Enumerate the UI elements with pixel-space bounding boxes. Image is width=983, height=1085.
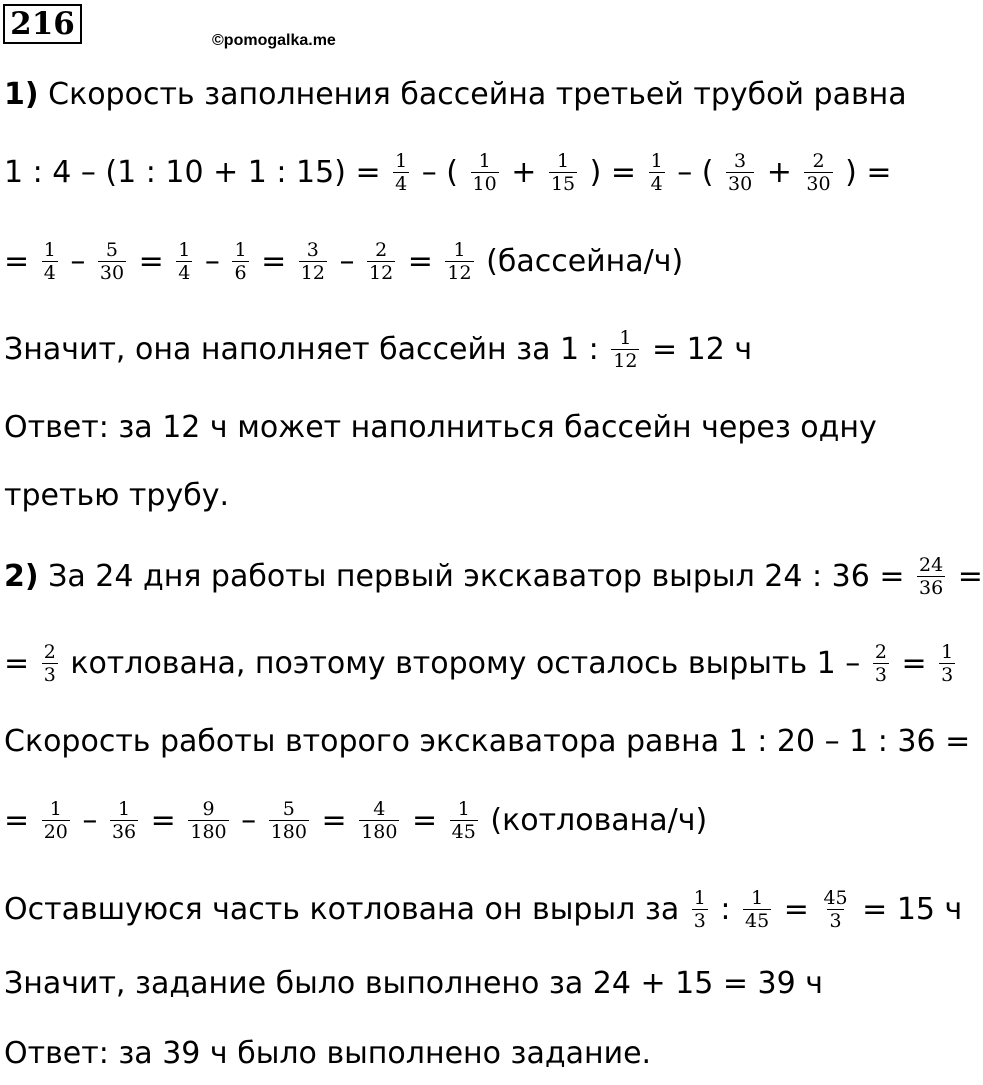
eq-text: котлована, поэтому второму осталось вырыть 1 – — [60, 645, 870, 681]
eq-text: = — [774, 891, 819, 927]
eq-text: : — [710, 891, 741, 927]
numerator: 5 — [105, 238, 118, 261]
fraction — [726, 150, 754, 195]
fraction — [450, 798, 478, 843]
eq-text: = — [402, 802, 447, 838]
eq-text: – — [72, 802, 107, 838]
denominator: 45 — [745, 909, 770, 932]
p2-number: 2) — [4, 558, 39, 594]
eq-text: = — [4, 645, 39, 681]
numerator: 1 — [395, 149, 408, 172]
denominator: 180 — [361, 820, 398, 843]
eq-text: + — [501, 154, 546, 190]
fraction — [98, 239, 126, 284]
denominator: 12 — [447, 261, 472, 284]
numerator: 3 — [306, 238, 319, 261]
eq-text: Оставшуюся часть котлована он вырыл за — [4, 891, 689, 927]
eq-text: 1 : 4 – (1 : 10 + 1 : 15) = — [4, 154, 391, 190]
p2-line-5 — [4, 877, 962, 941]
numerator: 1 — [43, 238, 56, 261]
eq-text: = 15 ч — [852, 891, 963, 927]
eq-text: + — [757, 154, 802, 190]
eq-text: = — [398, 243, 443, 279]
eq-text: = — [891, 645, 937, 681]
p1-title — [4, 62, 907, 126]
denominator: 180 — [270, 820, 307, 843]
fraction — [42, 641, 58, 686]
p1-answer-line-1 — [4, 395, 877, 459]
numerator: 2 — [812, 149, 825, 172]
eq-text: – — [329, 243, 365, 279]
eq-text: За 24 дня работы первый экскаватор вырыл 24 : 36 = — [38, 558, 915, 594]
numerator: 1 — [457, 797, 470, 820]
eq-text: – — [195, 243, 230, 279]
fraction — [359, 798, 399, 843]
denominator: 4 — [395, 172, 408, 195]
denominator: 10 — [472, 172, 497, 195]
denominator: 6 — [234, 261, 247, 284]
denominator: 30 — [728, 172, 753, 195]
numerator: 5 — [282, 797, 295, 820]
fraction — [821, 887, 849, 932]
eq-text: ) = — [580, 154, 646, 190]
numerator: 24 — [919, 553, 944, 576]
eq-text: ) = — [835, 154, 892, 190]
eq-text: = — [141, 802, 186, 838]
eq-text: = — [4, 802, 39, 838]
denominator: 45 — [451, 820, 476, 843]
eq-text: – ( — [667, 154, 723, 190]
eq-text: – ( — [412, 154, 468, 190]
numerator: 4 — [373, 797, 386, 820]
p2-line-1 — [4, 544, 983, 608]
denominator: 4 — [650, 172, 663, 195]
denominator: 30 — [806, 172, 831, 195]
numerator: 2 — [375, 238, 388, 261]
denominator: 12 — [300, 261, 325, 284]
denominator: 3 — [693, 909, 706, 932]
fraction — [110, 798, 138, 843]
p2-line-3 — [4, 709, 970, 773]
problem-number: 216 — [3, 4, 82, 44]
p2-line-2 — [4, 631, 958, 695]
numerator: 1 — [453, 238, 466, 261]
denominator: 30 — [99, 261, 125, 284]
answer-text: Ответ: за 12 ч может наполниться бассейн через одну — [4, 409, 877, 445]
denominator: 15 — [550, 172, 576, 195]
fraction — [549, 150, 577, 195]
numerator: 2 — [43, 640, 56, 663]
denominator: 3 — [829, 909, 842, 932]
denominator: 4 — [43, 261, 56, 284]
numerator: 1 — [650, 149, 663, 172]
eq-text: = — [948, 558, 983, 594]
numerator: 1 — [178, 238, 191, 261]
eq-text: = — [251, 243, 296, 279]
eq-text: = — [129, 243, 174, 279]
numerator: 1 — [693, 886, 706, 909]
eq-text: – — [231, 802, 266, 838]
fraction — [649, 150, 665, 195]
numerator: 9 — [202, 797, 215, 820]
p1-number: 1) — [4, 76, 39, 112]
fraction — [42, 798, 70, 843]
numerator: 1 — [478, 149, 491, 172]
numerator: 1 — [557, 149, 570, 172]
answer-text: Ответ: за 39 ч было выполнено задание. — [4, 1035, 652, 1071]
numerator: 1 — [751, 886, 764, 909]
fraction — [393, 150, 409, 195]
fraction — [42, 239, 58, 284]
eq-text: Скорость работы второго экскаватора равна 1 : 20 – 1 : 36 = — [4, 723, 971, 759]
fraction — [939, 641, 955, 686]
p1-answer-line-2 — [4, 463, 229, 527]
eq-text: (котлована/ч) — [480, 802, 708, 838]
denominator: 3 — [941, 663, 954, 686]
eq-text: = 12 ч — [642, 331, 753, 367]
denominator: 180 — [190, 820, 227, 843]
numerator: 1 — [49, 797, 62, 820]
numerator: 45 — [823, 886, 848, 909]
eq-text: Значит, задание было выполнено за 24 + 15 = 39 ч — [4, 965, 823, 1001]
numerator: 1 — [234, 238, 247, 261]
fraction — [445, 239, 473, 284]
numerator: 2 — [874, 640, 887, 663]
denominator: 36 — [919, 576, 944, 599]
eq-text: = — [4, 243, 39, 279]
denominator: 3 — [874, 663, 887, 686]
answer-text: третью трубу. — [4, 477, 229, 513]
fraction — [873, 641, 889, 686]
denominator: 20 — [43, 820, 68, 843]
fraction — [692, 887, 708, 932]
p1-title-text: Скорость заполнения бассейна третьей трубой равна — [38, 76, 907, 112]
p1-equation-1 — [4, 140, 892, 204]
p2-answer — [4, 1021, 651, 1085]
p1-conclusion — [4, 317, 752, 381]
watermark: ©pomogalka.me — [212, 32, 336, 49]
fraction — [743, 887, 771, 932]
fraction — [367, 239, 395, 284]
denominator: 36 — [111, 820, 137, 843]
p2-line-4 — [4, 788, 707, 852]
eq-text: (бассейна/ч) — [476, 243, 684, 279]
denominator: 4 — [178, 261, 191, 284]
numerator: 1 — [941, 640, 954, 663]
fraction — [299, 239, 327, 284]
eq-text: Значит, она наполняет бассейн за 1 : — [4, 331, 609, 367]
denominator: 12 — [369, 261, 394, 284]
eq-text: = — [311, 802, 357, 838]
numerator: 1 — [118, 797, 131, 820]
numerator: 3 — [734, 149, 747, 172]
fraction — [611, 327, 639, 372]
fraction — [804, 150, 832, 195]
fraction — [471, 150, 499, 195]
eq-text: – — [60, 243, 95, 279]
fraction — [188, 798, 228, 843]
denominator: 12 — [613, 349, 638, 372]
denominator: 3 — [43, 663, 56, 686]
p1-equation-2 — [4, 229, 683, 293]
fraction — [269, 798, 309, 843]
p2-line-6 — [4, 951, 823, 1015]
fraction — [917, 554, 945, 599]
numerator: 1 — [619, 326, 632, 349]
fraction — [176, 239, 192, 284]
fraction — [232, 239, 248, 284]
